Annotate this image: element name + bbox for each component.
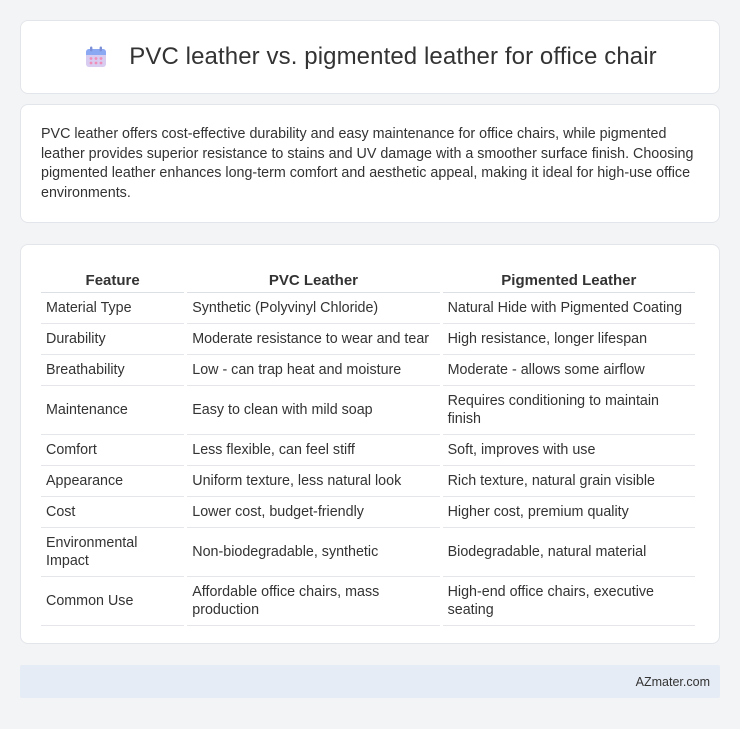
title-card xyxy=(20,20,720,94)
feature-cell: Material Type xyxy=(41,293,184,324)
feature-cell: Cost xyxy=(41,497,184,528)
pvc-cell: Affordable office chairs, mass production xyxy=(187,577,439,626)
pvc-cell: Less flexible, can feel stiff xyxy=(187,435,439,466)
pvc-cell: Synthetic (Polyvinyl Chloride) xyxy=(187,293,439,324)
pigmented-cell: High-end office chairs, executive seating xyxy=(443,577,695,626)
footer-site-link[interactable]: AZmater.com xyxy=(635,674,710,689)
feature-cell: Maintenance xyxy=(41,386,184,435)
pvc-cell: Lower cost, budget-friendly xyxy=(187,497,439,528)
table-row xyxy=(41,386,695,435)
pigmented-cell: Moderate - allows some airflow xyxy=(443,355,695,386)
title-row xyxy=(83,43,657,71)
page-title: PVC leather vs. pigmented leather for office chair xyxy=(129,43,657,70)
table-row xyxy=(41,528,695,577)
feature-cell: Common Use xyxy=(41,577,184,626)
feature-cell: Breathability xyxy=(41,355,184,386)
header-pvc-leather: PVC Leather xyxy=(187,265,439,293)
pigmented-cell: Biodegradable, natural material xyxy=(443,528,695,577)
summary-card xyxy=(20,104,720,223)
pigmented-cell: Soft, improves with use xyxy=(443,435,695,466)
header-pigmented-leather: Pigmented Leather xyxy=(443,265,695,293)
table-row xyxy=(41,293,695,324)
table-row xyxy=(41,324,695,355)
pvc-cell: Moderate resistance to wear and tear xyxy=(187,324,439,355)
pvc-cell: Non-biodegradable, synthetic xyxy=(187,528,439,577)
table-row xyxy=(41,577,695,626)
pigmented-cell: Requires conditioning to maintain finish xyxy=(443,386,695,435)
pvc-cell: Low - can trap heat and moisture xyxy=(187,355,439,386)
table-row xyxy=(41,497,695,528)
pvc-cell: Uniform texture, less natural look xyxy=(187,466,439,497)
pvc-cell: Easy to clean with mild soap xyxy=(187,386,439,435)
feature-cell: Comfort xyxy=(41,435,184,466)
feature-cell: Appearance xyxy=(41,466,184,497)
pigmented-cell: High resistance, longer lifespan xyxy=(443,324,695,355)
pigmented-cell: Natural Hide with Pigmented Coating xyxy=(443,293,695,324)
comparison-table xyxy=(38,265,698,626)
summary-text: PVC leather offers cost-effective durability and easy maintenance for office chairs, while pigmented leather provides superior resistance to stains and UV damage with a smoother surface finish. Choosing pigmented leather enhances long-term comfort and aesthetic appeal, making it ideal for high-use office environments. xyxy=(41,126,694,201)
feature-cell: Durability xyxy=(41,324,184,355)
table-row xyxy=(41,466,695,497)
pigmented-cell: Rich texture, natural grain visible xyxy=(443,466,695,497)
header-feature: Feature xyxy=(41,265,184,293)
feature-cell: Environmental Impact xyxy=(41,528,184,577)
calendar-icon xyxy=(83,44,109,70)
table-header-row xyxy=(41,265,695,293)
table-row xyxy=(41,435,695,466)
footer-bar xyxy=(20,665,720,698)
comparison-table-card xyxy=(20,244,720,644)
pigmented-cell: Higher cost, premium quality xyxy=(443,497,695,528)
table-row xyxy=(41,355,695,386)
